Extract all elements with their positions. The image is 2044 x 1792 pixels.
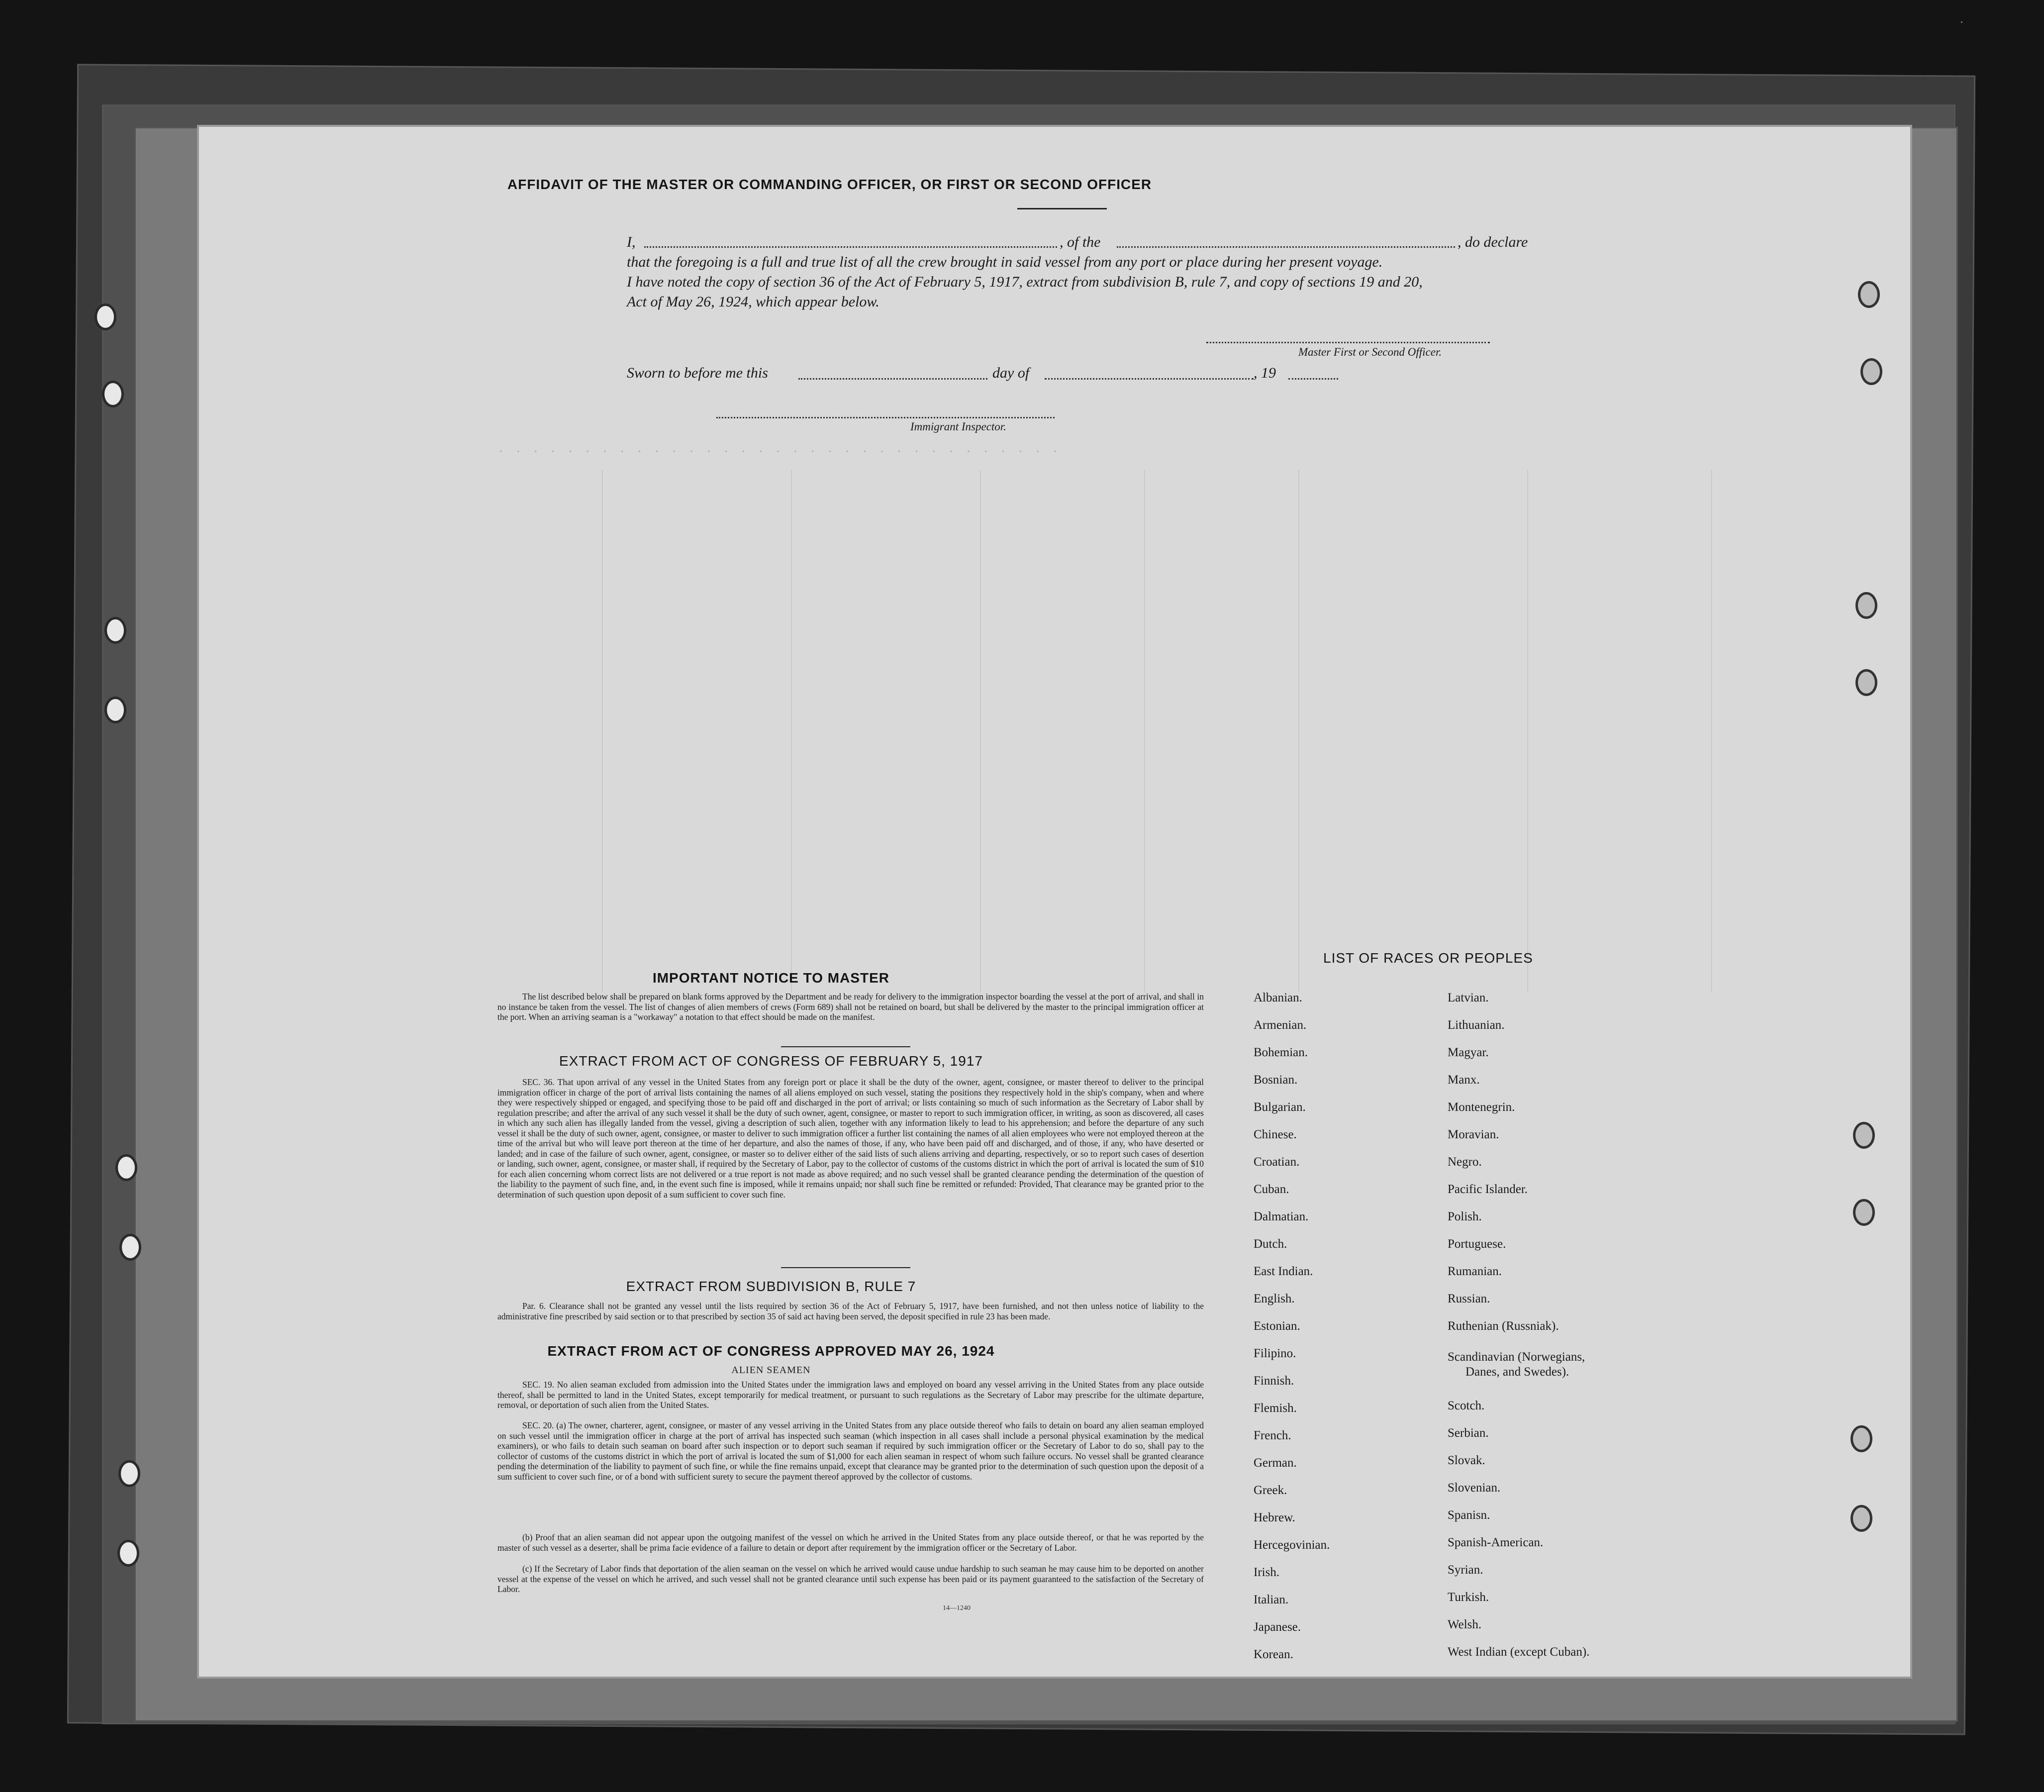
inspector-caption: Immigrant Inspector. bbox=[910, 420, 1006, 433]
bleed-through-rule bbox=[602, 470, 603, 993]
subdivision-text: Par. 6. Clearance shall not be granted any vessel until the lists required by section 36 of the Act of February 5, 1917, have been furnished, and not then unless notice of liability to the administrative fine prescribed by said section or to that prescribed by section 35 of said act having been served, the deposit specified in rule 23 has been made. bbox=[497, 1301, 1204, 1321]
race-item: Magyar. bbox=[1448, 1046, 1489, 1059]
name-blank bbox=[644, 246, 1057, 248]
extract-1924-subtitle: ALIEN SEAMEN bbox=[731, 1365, 811, 1376]
extract-1917-text: SEC. 36. That upon arrival of any vessel in the United States from any foreign port or place it shall be the duty of the owner, agent, consignee, or master thereof to deliver to the principal immigration officer in charge of the port of arrival lists containing the names of all aliens employed on such vessel, stating the positions they respectively hold in the ship's company, when and where they were respectively shipped or engaged, and specifying those to be paid off and discharged in the port of arrival; or lists containing so much of such information as the Secretary of Labor shall by regulation prescribe; and after the arrival of any such vessel it shall be the duty of such owner, agent, consignee, or master to report to such immigration officer, in writing, as soon as discovered, all cases in which any such alien has illegally landed from the vessel, giving a description of such alien, together with any information likely to lead to his apprehension; and before the departure of any such vessel it shall be the duty of such owner, agent, consignee, or master to deliver to such immigration officer a further list containing the names of all alien employees who were not employed thereon at the time of the arrival but who will leave port thereon at the time of her departure, and also the names of those, if any, who have been paid off and discharged, and of those, if any, who have deserted or landed; and in case of the failure of such owner, agent, consignee, or master so to deliver either of the said lists of such aliens arriving and departing, respectively, or so to report such cases of desertion or landing, such owner, agent, consignee, or master shall, if required by the Secretary of Labor, pay to the collector of customs of the customs district in which the port of arrival is located the sum of $10 for each alien concerning whom correct lists are not delivered or a true report is not made as above required; and no such vessel shall be granted clearance pending the determination of the question of the liability to the payment of such fine, and, in the event such fine is imposed, while it remains unpaid; nor shall such fine be remitted or refunded: Provided, That clearance may be granted prior to the determination of such question upon deposit of a sum sufficient to cover such fine. bbox=[497, 1077, 1204, 1199]
extract-1917-title: EXTRACT FROM ACT OF CONGRESS OF FEBRUARY 5, 1917 bbox=[559, 1053, 983, 1069]
race-item: English. bbox=[1254, 1292, 1295, 1305]
race-item: Finnish. bbox=[1254, 1374, 1294, 1388]
race-item: Welsh. bbox=[1448, 1618, 1482, 1631]
sworn-year-blank bbox=[1288, 378, 1338, 380]
punch-hole bbox=[104, 697, 126, 723]
bleed-through-rule bbox=[1298, 470, 1299, 993]
race-item: French. bbox=[1254, 1429, 1291, 1442]
affidavit-of-the: , of the bbox=[1060, 234, 1101, 250]
race-item: East Indian. bbox=[1254, 1265, 1313, 1278]
races-title: LIST OF RACES OR PEOPLES bbox=[1323, 950, 1533, 966]
bleed-through-rule bbox=[791, 470, 792, 993]
race-item: Dalmatian. bbox=[1254, 1210, 1309, 1223]
bleed-through-rule bbox=[1144, 470, 1145, 993]
punch-hole bbox=[1860, 358, 1882, 385]
races-right-column bbox=[1448, 984, 1589, 1666]
section-divider bbox=[781, 1267, 910, 1268]
affidavit-title: AFFIDAVIT OF THE MASTER OR COMMANDING OFFICER, OR FIRST OR SECOND OFFICER bbox=[507, 177, 1152, 192]
master-caption: Master First or Second Officer. bbox=[1298, 346, 1442, 358]
race-item: Spanisn. bbox=[1448, 1508, 1490, 1522]
race-item: Croatian. bbox=[1254, 1155, 1300, 1169]
affidavit-page bbox=[199, 127, 1910, 1677]
race-item: Irish. bbox=[1254, 1566, 1280, 1579]
race-item: Armenian. bbox=[1254, 1018, 1307, 1032]
race-item: Lithuanian. bbox=[1448, 1018, 1505, 1032]
punch-hole bbox=[1853, 1122, 1875, 1149]
race-item: Danes, and Swedes). bbox=[1465, 1365, 1569, 1379]
notice-text: The list described below shall be prepared on blank forms approved by the Department and be ready for delivery to the immigration inspector boarding the vessel at the port of arrival, and shall in no instance be taken from the vessel. The list of changes of alien members of crews (Form 689) shall not be retained on board, but shall be delivered by the master to the principal immigration officer at the port. When an arriving seaman is a "workaway" a notation to that effect should be made on the manifest. bbox=[497, 992, 1204, 1022]
affidavit-line-4: Act of May 26, 1924, which appear below. bbox=[627, 294, 879, 310]
race-item: Chinese. bbox=[1254, 1128, 1297, 1141]
punch-hole bbox=[1853, 1199, 1875, 1226]
race-item: German. bbox=[1254, 1456, 1297, 1470]
race-item: Latvian. bbox=[1448, 991, 1489, 1004]
subdivision-title: EXTRACT FROM SUBDIVISION B, RULE 7 bbox=[626, 1279, 916, 1294]
bleed-through-rule bbox=[1711, 470, 1712, 993]
race-item: Cuban. bbox=[1254, 1183, 1289, 1196]
race-item: Slovak. bbox=[1448, 1454, 1485, 1467]
sec-20a-text: SEC. 20. (a) The owner, charterer, agent, consignee, or master of any vessel arriving in the United States from any place outside thereof who fails to detain on board any alien seaman employed on such vessel until the immigration officer in charge at the port of arrival has inspected such seaman (which inspection in all cases shall include a personal physical examination by the medical examiners), or who fails to detain such seaman on board after such inspection or to deport such seaman if required by such immigration officer or the Secretary of Labor to do so, shall pay to the collector of customs of the customs district in which the port of arrival is located the sum of $1,000 for each alien seaman in respect of whom such failure occurs. No vessel shall be granted clearance pending the determination of the liability to payment of such fine, or while the fine remains unpaid, except that clearance may be granted prior to the determination of such question upon the deposit of a sum sufficient to cover such fine, or of a bond with sufficient surety to secure the payment thereof approved by the collector of customs. bbox=[497, 1420, 1204, 1482]
sec-19-text: SEC. 19. No alien seaman excluded from admission into the United States under the immigration laws and employed on board any vessel arriving in the United States from any place outside thereof, shall be permitted to land in the United States, except temporarily for medical treatment, or pursuant to such regulations as the Secretary of Labor may prescribe for the ultimate departure, removal, or deportation of such alien from the United States. bbox=[497, 1380, 1204, 1410]
punch-hole bbox=[1855, 592, 1877, 619]
race-item: Polish. bbox=[1448, 1210, 1482, 1223]
punch-hole bbox=[95, 303, 116, 330]
race-item: Bulgarian. bbox=[1254, 1100, 1306, 1114]
race-item: Scotch. bbox=[1448, 1399, 1485, 1412]
punch-hole bbox=[1858, 281, 1880, 308]
punch-hole bbox=[118, 1460, 140, 1487]
race-item: Dutch. bbox=[1254, 1237, 1287, 1251]
race-item: Hebrew. bbox=[1254, 1511, 1295, 1524]
race-item: Japanese. bbox=[1254, 1620, 1301, 1634]
punch-hole bbox=[102, 381, 124, 407]
race-item: Korean. bbox=[1254, 1648, 1293, 1661]
sworn-text: Sworn to before me this bbox=[627, 365, 768, 381]
race-item: Flemish. bbox=[1254, 1401, 1297, 1415]
sec-20c-text: (c) If the Secretary of Labor finds that deportation of the alien seaman on the vessel on which he arrived would cause undue hardship to such seaman he may cause him to be deported on another vessel at the expense of the vessel on which he arrived, and such vessel shall not be granted clearance until such expense has been paid or its payment guaranteed to the satisfaction of the Secretary of Labor. bbox=[497, 1564, 1204, 1594]
race-item: Manx. bbox=[1448, 1073, 1480, 1087]
section-divider bbox=[781, 1046, 910, 1047]
day-of-text: day of bbox=[992, 365, 1030, 381]
races-left-column bbox=[1254, 984, 1330, 1668]
race-item: Spanish-American. bbox=[1448, 1536, 1544, 1549]
race-item: Russian. bbox=[1448, 1292, 1490, 1305]
affidavit-line-2: that the foregoing is a full and true list of all the crew brought in said vessel from any port or place during her present voyage. bbox=[627, 254, 1383, 270]
race-item: Ruthenian (Russniak). bbox=[1448, 1319, 1559, 1333]
race-item: Moravian. bbox=[1448, 1128, 1499, 1141]
race-item: Portuguese. bbox=[1448, 1237, 1506, 1251]
extract-1924-title: EXTRACT FROM ACT OF CONGRESS APPROVED MAY 26, 1924 bbox=[547, 1343, 995, 1359]
punch-hole bbox=[119, 1234, 141, 1261]
bleed-through-rule bbox=[980, 470, 981, 993]
race-item: Turkish. bbox=[1448, 1591, 1489, 1604]
affidavit-line-3: I have noted the copy of section 36 of the Act of February 5, 1917, extract from subdivision B, rule 7, and copy of sections 19 and 20, bbox=[627, 274, 1423, 290]
race-item: Scandinavian (Norwegians, bbox=[1448, 1350, 1585, 1364]
form-number: 14—1240 bbox=[943, 1604, 971, 1612]
year-text: , 19 bbox=[1254, 365, 1276, 381]
race-item: Rumanian. bbox=[1448, 1265, 1502, 1278]
inspector-signature-blank bbox=[716, 417, 1055, 418]
affidavit-i: I, bbox=[627, 234, 636, 250]
race-item: Serbian. bbox=[1448, 1426, 1489, 1440]
race-item: Hercegovinian. bbox=[1254, 1538, 1330, 1552]
master-signature-blank bbox=[1206, 342, 1490, 343]
race-item: Italian. bbox=[1254, 1593, 1289, 1606]
race-item: Negro. bbox=[1448, 1155, 1482, 1169]
race-item: Slovenian. bbox=[1448, 1481, 1501, 1494]
race-item: Syrian. bbox=[1448, 1563, 1483, 1577]
bleed-through-rule bbox=[1527, 470, 1528, 993]
sworn-day-blank bbox=[798, 378, 987, 380]
punch-hole bbox=[1855, 669, 1877, 696]
bleed-through-marks: · · · · · · · · · · · · · · · · · · · · · · · · · · · · · · · · · bbox=[497, 445, 1061, 459]
race-item: Filipino. bbox=[1254, 1347, 1296, 1360]
punch-hole bbox=[1850, 1425, 1872, 1452]
vessel-blank bbox=[1117, 246, 1455, 248]
race-item: Bohemian. bbox=[1254, 1046, 1308, 1059]
title-divider bbox=[1017, 208, 1107, 209]
punch-hole bbox=[115, 1154, 137, 1181]
punch-hole bbox=[1850, 1505, 1872, 1532]
punch-hole bbox=[117, 1540, 139, 1567]
affidavit-do-declare: , do declare bbox=[1458, 234, 1528, 250]
race-item: Montenegrin. bbox=[1448, 1100, 1515, 1114]
race-item: Albanian. bbox=[1254, 991, 1302, 1004]
race-item: Bosnian. bbox=[1254, 1073, 1298, 1087]
race-item: West Indian (except Cuban). bbox=[1448, 1645, 1590, 1659]
sec-20b-text: (b) Proof that an alien seaman did not appear upon the outgoing manifest of the vessel on which he arrived in the United States from any place outside thereof, or that he was reported by the master of such vessel as a deserter, shall be prima facie evidence of a failure to detain or deport after requirement by the immigration officer or the Secretary of Labor. bbox=[497, 1532, 1204, 1553]
race-item: Pacific Islander. bbox=[1448, 1183, 1528, 1196]
race-item: Estonian. bbox=[1254, 1319, 1300, 1333]
race-item: Greek. bbox=[1254, 1484, 1287, 1497]
corner-mark: . bbox=[1960, 11, 1963, 26]
punch-hole bbox=[104, 617, 126, 644]
notice-title: IMPORTANT NOTICE TO MASTER bbox=[652, 970, 890, 986]
sworn-month-blank bbox=[1045, 378, 1254, 380]
